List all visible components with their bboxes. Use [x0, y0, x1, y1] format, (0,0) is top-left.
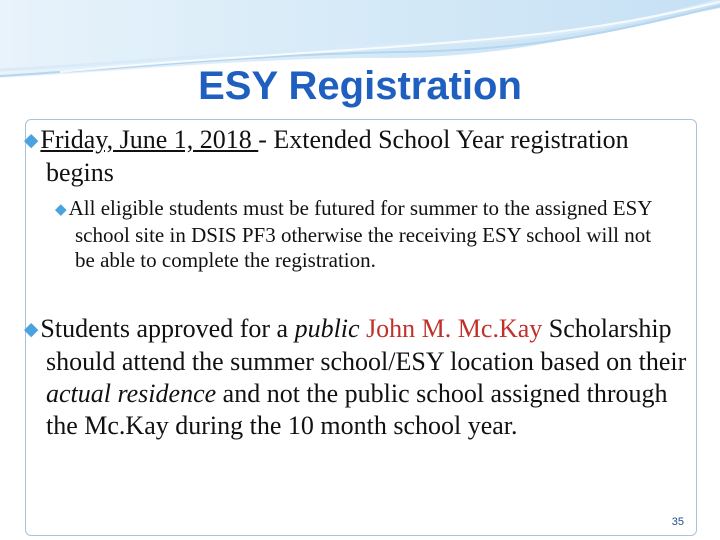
bullet-icon: ◆: [24, 319, 39, 341]
sub-bullet-text: All eligible students must be futured for summer to the assigned ESY school site in DSIS PF3 otherwise the receiving ESY school will not be able to complete the registration.: [68, 196, 652, 272]
date-text: Friday, June 1, 2018: [40, 125, 259, 154]
slide-title: ESY Registration: [198, 64, 522, 108]
bullet-text-part: Students approved for a: [40, 314, 295, 343]
sub-bullet-futured: [45, 196, 665, 273]
red-scholarship-name: John M. Mc.Kay: [359, 314, 543, 343]
bullet-text-part: Scholarship should attend the summer school/ESY location based on their: [46, 314, 687, 377]
bullet-mckay-scholarship: [20, 313, 705, 442]
bullet-icon: ◆: [55, 201, 67, 218]
bullet-text-part: and not the public school assigned through the Mc.Kay during the 10 month school year.: [46, 379, 668, 441]
bullet-icon: ◆: [24, 130, 39, 152]
bullet-text: - Extended School Year registration begins: [46, 125, 629, 188]
italic-actual-residence: actual residence: [46, 379, 217, 409]
page-number: 35: [671, 516, 684, 528]
bullet-registration-date: [20, 124, 680, 189]
italic-public: public: [294, 314, 360, 343]
